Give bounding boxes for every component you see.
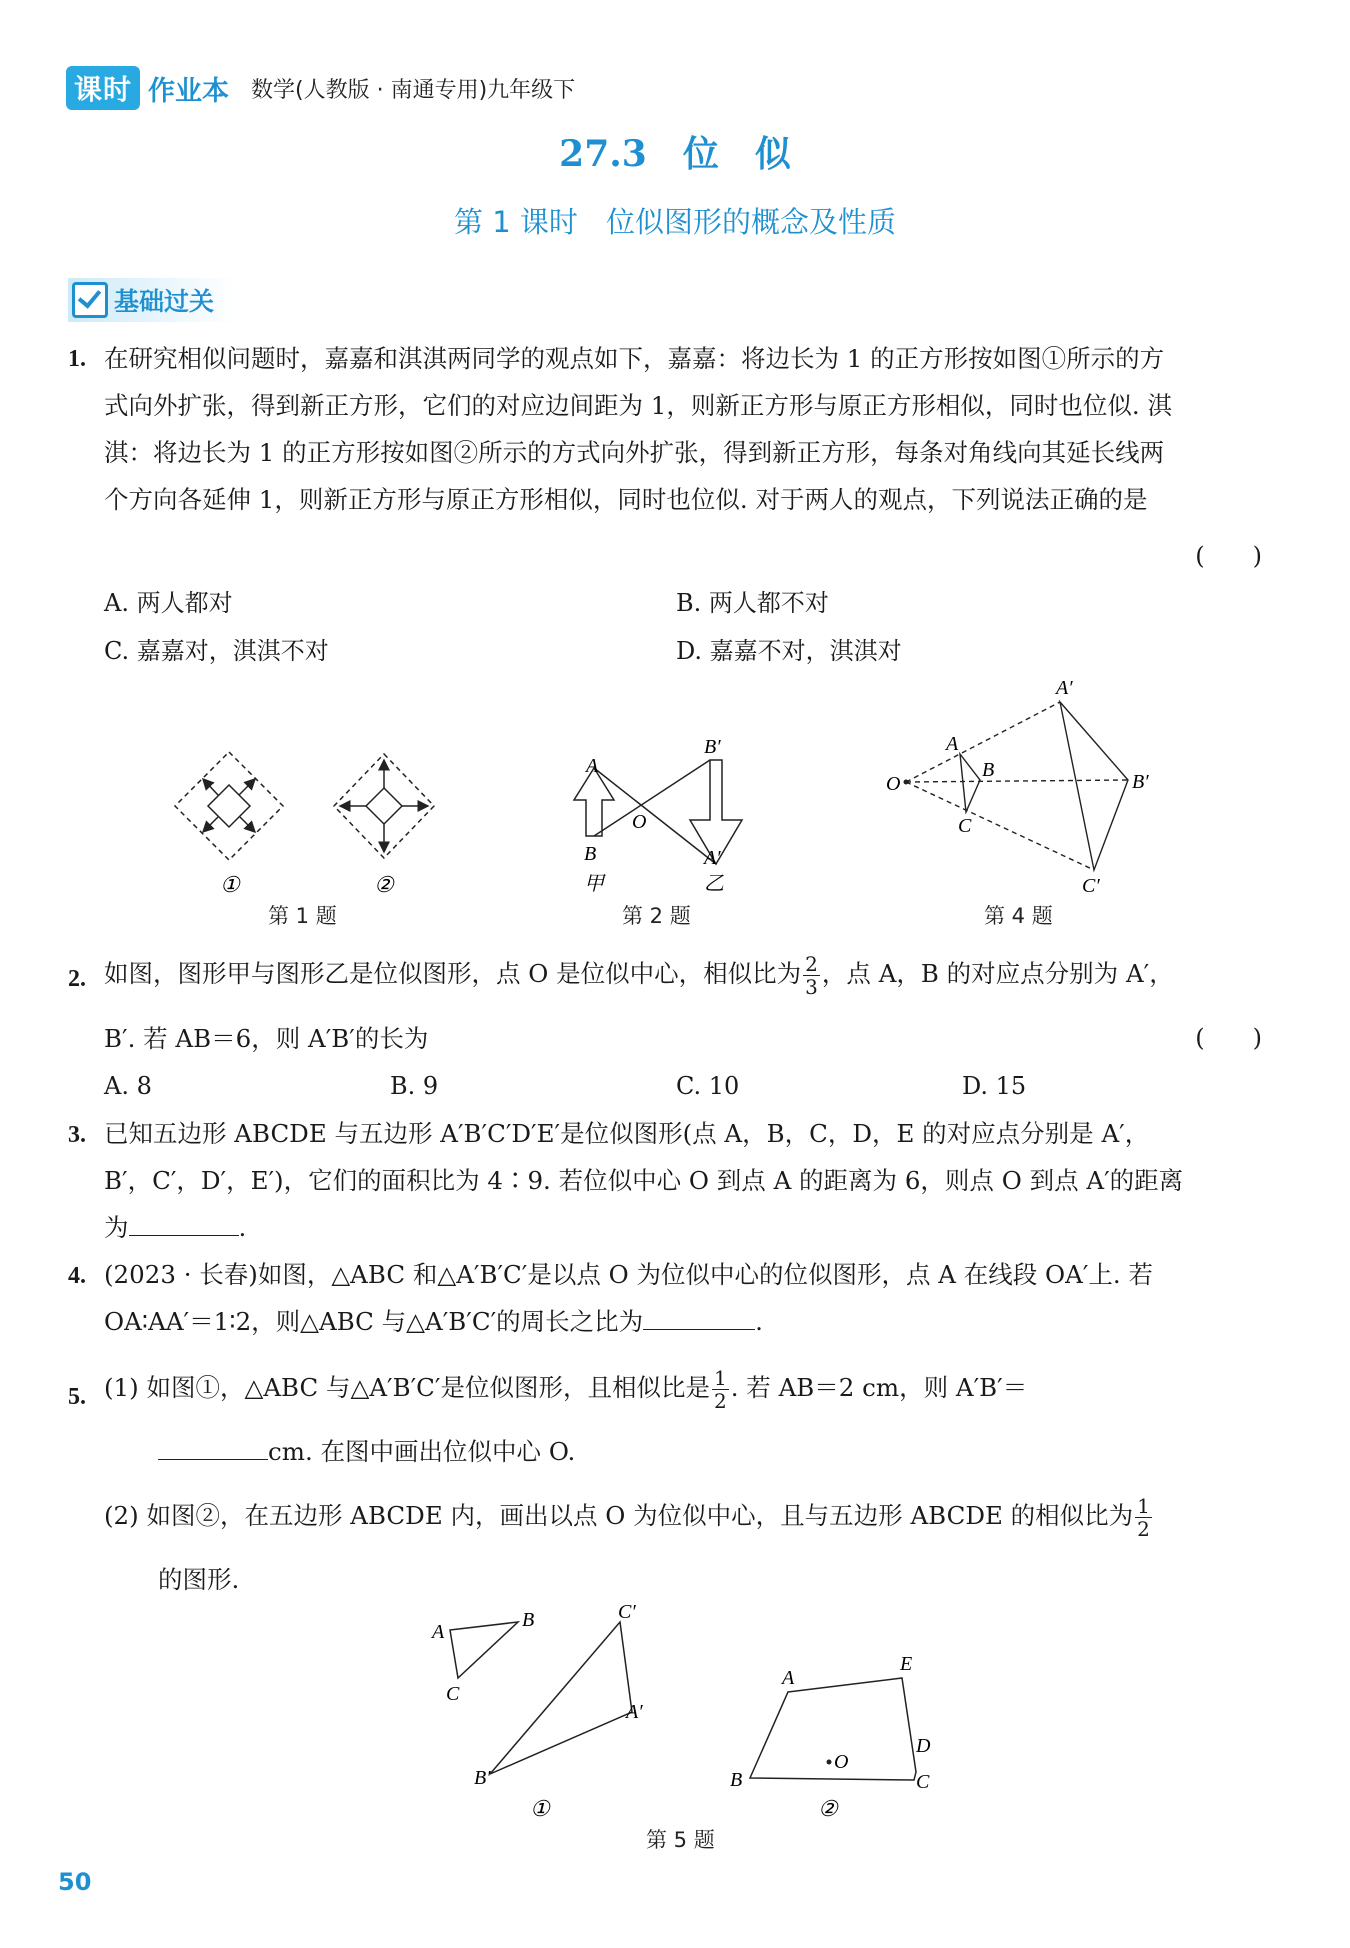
question-text-line: (2023 · 长春)如图，△ABC 和△A′B′C′是以点 O 为位似中心的位似图形，点 A 在线段 OA′上. 若 (104, 1260, 1153, 1289)
question-number: 2. (68, 966, 86, 992)
figure-4-caption: 第 4 题 (984, 904, 1053, 928)
figures-row-1 (0, 660, 1350, 940)
question-text: (1) 如图①，△ABC 与△A′B′C′是位似图形，且相似比是 (104, 1373, 710, 1402)
option-d: D. 嘉嘉不对，淇淇对 (676, 637, 902, 665)
label-O: O (632, 811, 647, 833)
book-subtitle: 数学(人教版 · 南通专用)九年级下 (251, 77, 576, 103)
label-B-prime: B′ (1132, 771, 1149, 793)
figure-1-left (175, 752, 283, 860)
label-A-prime: A′ (1056, 677, 1073, 699)
question-text: . 若 AB＝2 cm，则 A′B′＝ (730, 1373, 1028, 1402)
label-A: A (782, 1667, 795, 1689)
answer-blank[interactable] (129, 1209, 239, 1236)
label-E: E (900, 1653, 913, 1675)
figure-5-sub-label: ② (818, 1796, 838, 1821)
figure-yi-label: 乙 (704, 873, 724, 895)
answer-bracket: ( ) (1195, 542, 1262, 570)
option-d: D. 15 (962, 1072, 1027, 1100)
lesson-title (0, 200, 1350, 241)
section-title: 27.3 位 似 (559, 133, 791, 175)
label-C: C (446, 1683, 460, 1705)
label-A-prime: A′ (626, 1701, 643, 1723)
label-A: A (946, 733, 959, 755)
option-c: C. 嘉嘉对，淇淇不对 (104, 637, 329, 665)
question-text: 如图，图形甲与图形乙是位似图形，点 O 是位似中心，相似比为 (104, 959, 802, 988)
figure-1-caption: 第 1 题 (268, 904, 337, 928)
label-B-prime: B′ (474, 1767, 491, 1789)
label-B: B (584, 843, 597, 865)
question-text: (2) 如图②，在五边形 ABCDE 内，画出以点 O 为位似中心，且与五边形 ABCDE 的相似比为 (104, 1501, 1134, 1530)
figure-1-right (334, 754, 434, 858)
figure-jia-label: 甲 (584, 873, 604, 895)
question-text-line: B′，C′，D′，E′)，它们的面积比为 4∶9. 若位似中心 O 到点 A 的距离为 6，则点 O 到点 A′的距离 (104, 1166, 1184, 1195)
fraction: $\frac{1}{2}$ (714, 1366, 727, 1413)
label-A: A (586, 755, 599, 777)
label-B-prime: B′ (704, 736, 721, 758)
brand-logo: 课时 (66, 66, 140, 110)
question-number: 1. (68, 346, 86, 372)
label-C-prime: C′ (1082, 875, 1100, 897)
question-text-line: 式向外扩张，得到新正方形，它们的对应边间距为 1，则新正方形与原正方形相似，同时也位似. 淇 (104, 391, 1172, 420)
option-b: B. 9 (390, 1072, 439, 1100)
question-number: 5. (68, 1384, 86, 1410)
label-B: B (730, 1769, 743, 1791)
practice-label: 基础过关 (114, 287, 215, 316)
label-B: B (982, 759, 995, 781)
question-text: ，点 A，B 的对应点分别为 A′， (821, 959, 1174, 988)
option-b: B. 两人都不对 (676, 589, 829, 617)
checkbox-icon (72, 282, 108, 318)
figure-1-sub-label: ① (220, 872, 240, 897)
question-text-line: 已知五边形 ABCDE 与五边形 A′B′C′D′E′是位似图形(点 A，B，C，D，E 的对应点分别是 A′， (104, 1119, 1150, 1148)
figure-5-caption: 第 5 题 (646, 1828, 715, 1852)
question-text-line: B′. 若 AB＝6，则 A′B′的长为 (104, 1024, 429, 1053)
answer-blank[interactable] (158, 1433, 268, 1460)
question-text-line: 个方向各延伸 1，则新正方形与原正方形相似，同时也位似. 对于两人的观点，下列说法正确的是 (104, 485, 1148, 514)
figure-5-left (450, 1622, 632, 1774)
question-text-line: 在研究相似问题时，嘉嘉和淇淇两同学的观点如下，嘉嘉：将边长为 1 的正方形按如图①所示的方 (104, 344, 1165, 373)
figure-5-right (750, 1678, 916, 1780)
fraction: $\frac{1}{2}$ (1137, 1494, 1150, 1541)
label-A: A (432, 1621, 445, 1643)
label-B: B (522, 1609, 535, 1631)
question-number: 4. (68, 1263, 86, 1289)
lesson-number: 第 1 课时 (454, 205, 578, 239)
figure-5-sub-label: ① (530, 1796, 550, 1821)
figure-5 (0, 1600, 1350, 1860)
option-c: C. 10 (676, 1072, 740, 1100)
question-text-line: 的图形. (158, 1565, 240, 1594)
lesson-name: 位似图形的概念及性质 (605, 205, 896, 239)
figure-2-caption: 第 2 题 (622, 904, 691, 928)
figure-4 (906, 702, 1128, 870)
book-header (66, 66, 575, 110)
label-C: C (916, 1771, 930, 1793)
option-a: A. 8 (104, 1072, 152, 1100)
practice-banner (68, 278, 236, 322)
label-C-prime: C′ (618, 1601, 636, 1623)
figure-1-sub-label: ② (374, 872, 394, 897)
label-A-prime: A′ (704, 847, 721, 869)
label-O: O (834, 1751, 849, 1773)
question-text-line: 淇：将边长为 1 的正方形按如图②所示的方式向外扩张，得到新正方形，每条对角线向其延长线两 (104, 438, 1165, 467)
label-C: C (958, 815, 972, 837)
answer-bracket: ( ) (1195, 1024, 1262, 1052)
fraction: $\frac{2}{3}$ (805, 952, 818, 999)
question-number: 3. (68, 1122, 86, 1148)
page-number: 50 (58, 1868, 92, 1896)
label-O: O (886, 773, 901, 795)
answer-blank[interactable] (643, 1303, 755, 1330)
brand-name: 作业本 (148, 75, 230, 107)
question-text: cm. 在图中画出位似中心 O. (268, 1437, 576, 1466)
label-D: D (916, 1735, 931, 1757)
option-a: A. 两人都对 (104, 589, 233, 617)
